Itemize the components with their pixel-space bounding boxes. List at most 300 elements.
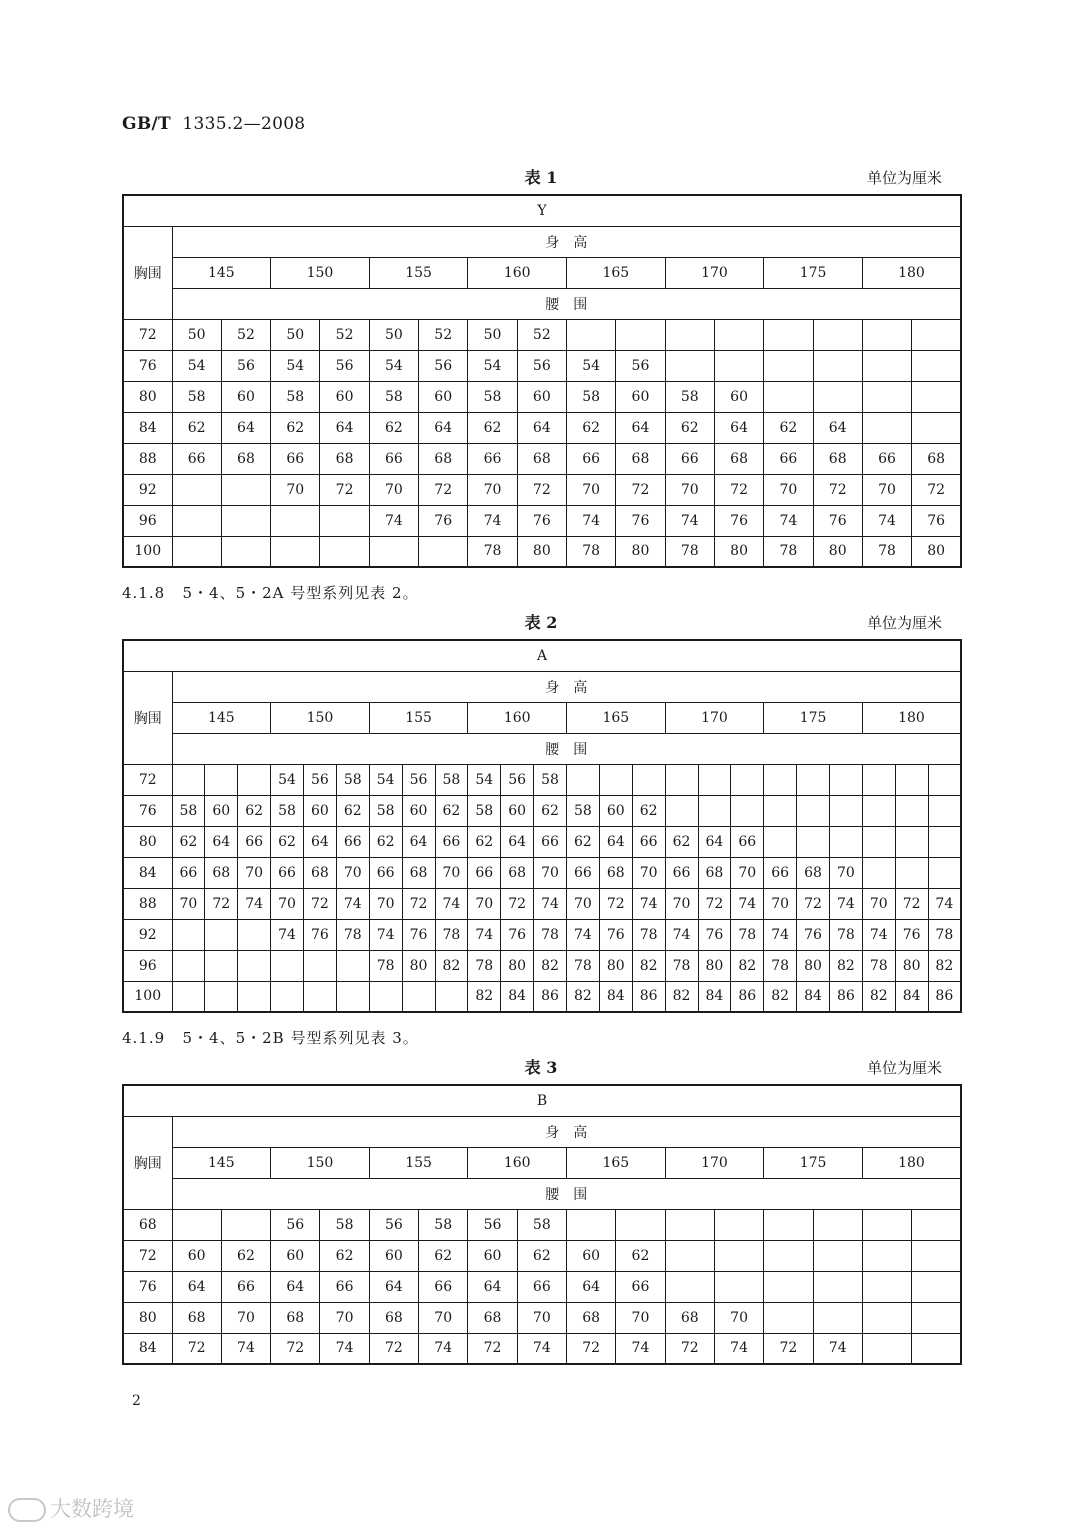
waist-value: 62: [320, 1240, 369, 1271]
waist-value: 68: [813, 443, 862, 474]
waist-value: [813, 1271, 862, 1302]
waist-value: [764, 381, 813, 412]
waist-value: [238, 764, 271, 795]
waist-value: [304, 950, 337, 981]
table-row: [123, 671, 961, 702]
chest-value: 92: [123, 919, 172, 950]
chest-value: 72: [123, 319, 172, 350]
waist-value: 60: [419, 381, 468, 412]
waist-value: 64: [271, 1271, 320, 1302]
waist-value: 58: [369, 795, 402, 826]
chest-value: 96: [123, 950, 172, 981]
waist-value: 56: [402, 764, 435, 795]
waist-value: 66: [271, 443, 320, 474]
height-label: 身 高: [172, 226, 961, 257]
waist-value: 66: [271, 857, 304, 888]
waist-value: [172, 505, 221, 536]
chest-value: 88: [123, 443, 172, 474]
waist-value: 72: [402, 888, 435, 919]
waist-value: [304, 981, 337, 1012]
waist-value: [435, 981, 468, 1012]
waist-value: 58: [320, 1209, 369, 1240]
chest-value: 96: [123, 505, 172, 536]
waist-value: 70: [567, 888, 600, 919]
waist-value: 70: [567, 474, 616, 505]
waist-value: 80: [714, 536, 763, 567]
table-row: [123, 795, 961, 826]
waist-value: 82: [567, 981, 600, 1012]
waist-value: 58: [172, 381, 221, 412]
waist-value: 62: [238, 795, 271, 826]
waist-value: 78: [862, 950, 895, 981]
waist-value: 68: [567, 1302, 616, 1333]
clause-4-1-8: [122, 582, 419, 603]
size-table-y: [122, 194, 962, 568]
waist-value: [862, 764, 895, 795]
waist-value: 84: [599, 981, 632, 1012]
waist-value: 66: [665, 443, 714, 474]
waist-value: [172, 919, 205, 950]
waist-value: [928, 826, 961, 857]
waist-value: 58: [336, 764, 369, 795]
waist-value: 78: [468, 950, 501, 981]
waist-value: 62: [567, 826, 600, 857]
waist-value: [813, 1302, 862, 1333]
waist-value: 68: [714, 443, 763, 474]
waist-value: 72: [714, 474, 763, 505]
waist-value: 56: [419, 350, 468, 381]
waist-value: [567, 764, 600, 795]
waist-value: 62: [271, 826, 304, 857]
waist-value: [205, 919, 238, 950]
waist-value: 56: [616, 350, 665, 381]
height-value: 165: [567, 1147, 666, 1178]
waist-value: 82: [862, 981, 895, 1012]
table-row: [123, 1333, 961, 1364]
waist-value: [238, 919, 271, 950]
waist-value: 74: [632, 888, 665, 919]
waist-value: 66: [369, 443, 418, 474]
waist-value: 50: [271, 319, 320, 350]
waist-value: 78: [731, 919, 764, 950]
waist-value: 52: [517, 319, 566, 350]
waist-value: [271, 981, 304, 1012]
waist-value: 84: [797, 981, 830, 1012]
waist-value: 78: [435, 919, 468, 950]
table-title: 表 3: [524, 1058, 558, 1077]
waist-value: 72: [517, 474, 566, 505]
table-row: [123, 919, 961, 950]
waist-value: [862, 795, 895, 826]
waist-value: 66: [221, 1271, 270, 1302]
waist-value: [205, 764, 238, 795]
waist-value: [830, 795, 863, 826]
table-row: [123, 1302, 961, 1333]
waist-value: 64: [567, 1271, 616, 1302]
waist-value: 66: [172, 443, 221, 474]
waist-value: 66: [468, 443, 517, 474]
waist-value: [764, 1302, 813, 1333]
waist-value: [912, 319, 961, 350]
waist-value: [830, 826, 863, 857]
waist-value: 68: [501, 857, 534, 888]
height-label: 身 高: [172, 671, 961, 702]
waist-value: 66: [517, 1271, 566, 1302]
waist-value: 60: [599, 795, 632, 826]
waist-value: 68: [402, 857, 435, 888]
waist-value: 74: [534, 888, 567, 919]
waist-value: [797, 764, 830, 795]
waist-value: 72: [271, 1333, 320, 1364]
waist-value: [221, 536, 270, 567]
chest-value: 76: [123, 350, 172, 381]
waist-value: 86: [928, 981, 961, 1012]
waist-value: 60: [221, 381, 270, 412]
waist-value: 70: [714, 1302, 763, 1333]
waist-value: 60: [567, 1240, 616, 1271]
waist-value: 82: [830, 950, 863, 981]
waist-value: 70: [419, 1302, 468, 1333]
waist-value: [764, 826, 797, 857]
waist-value: [271, 505, 320, 536]
waist-value: 70: [764, 474, 813, 505]
height-value: 150: [271, 702, 370, 733]
waist-value: [271, 950, 304, 981]
height-value: 170: [665, 702, 764, 733]
waist-value: [912, 381, 961, 412]
waist-value: [764, 1240, 813, 1271]
waist-value: [912, 350, 961, 381]
waist-value: [862, 1240, 911, 1271]
waist-value: [665, 1209, 714, 1240]
waist-value: 82: [435, 950, 468, 981]
waist-value: 72: [205, 888, 238, 919]
waist-value: 76: [698, 919, 731, 950]
height-value: 155: [369, 702, 468, 733]
waist-value: [764, 319, 813, 350]
chest-value: 76: [123, 1271, 172, 1302]
waist-value: 80: [599, 950, 632, 981]
waist-value: 62: [632, 795, 665, 826]
waist-value: 56: [369, 1209, 418, 1240]
waist-value: [336, 950, 369, 981]
waist-value: 72: [912, 474, 961, 505]
waist-value: 70: [534, 857, 567, 888]
waist-value: 66: [419, 1271, 468, 1302]
waist-value: 70: [369, 474, 418, 505]
waist-value: 62: [435, 795, 468, 826]
waist-value: [172, 764, 205, 795]
waist-value: 62: [221, 1240, 270, 1271]
waist-value: 66: [534, 826, 567, 857]
waist-value: 64: [419, 412, 468, 443]
waist-value: [369, 981, 402, 1012]
waist-value: 68: [468, 1302, 517, 1333]
waist-value: 62: [764, 412, 813, 443]
waist-value: 58: [369, 381, 418, 412]
waist-value: 68: [205, 857, 238, 888]
table-row: [123, 288, 961, 319]
waist-value: 76: [616, 505, 665, 536]
waist-value: [928, 857, 961, 888]
waist-value: 70: [731, 857, 764, 888]
chest-value: 92: [123, 474, 172, 505]
chest-value: 80: [123, 826, 172, 857]
waist-value: 72: [813, 474, 862, 505]
waist-value: 74: [764, 505, 813, 536]
waist-value: [862, 1209, 911, 1240]
waist-value: 74: [862, 919, 895, 950]
waist-value: 74: [764, 919, 797, 950]
body-type-label: B: [123, 1085, 961, 1116]
waist-value: 66: [665, 857, 698, 888]
waist-value: 78: [665, 950, 698, 981]
waist-value: 74: [616, 1333, 665, 1364]
waist-value: 74: [517, 1333, 566, 1364]
waist-value: [895, 826, 928, 857]
waist-value: 70: [468, 474, 517, 505]
waist-value: 78: [928, 919, 961, 950]
waist-value: 68: [221, 443, 270, 474]
table-2-caption: [122, 610, 960, 632]
waist-value: 60: [172, 1240, 221, 1271]
waist-value: 68: [698, 857, 731, 888]
waist-value: 80: [895, 950, 928, 981]
waist-value: 64: [468, 1271, 517, 1302]
height-value: 160: [468, 257, 567, 288]
waist-value: 64: [304, 826, 337, 857]
waist-value: 80: [501, 950, 534, 981]
waist-value: 64: [517, 412, 566, 443]
height-value: 160: [468, 702, 567, 733]
waist-value: 72: [599, 888, 632, 919]
height-value: 145: [172, 1147, 271, 1178]
waist-value: 64: [320, 412, 369, 443]
waist-value: 62: [468, 826, 501, 857]
waist-value: 58: [271, 795, 304, 826]
waist-value: 74: [419, 1333, 468, 1364]
waist-value: 58: [172, 795, 205, 826]
waist-value: 86: [534, 981, 567, 1012]
waist-value: 68: [419, 443, 468, 474]
waist-value: [764, 1271, 813, 1302]
waist-value: 56: [271, 1209, 320, 1240]
table-row: [123, 195, 961, 226]
table-row: [123, 1240, 961, 1271]
chest-value: 76: [123, 795, 172, 826]
waist-value: 74: [369, 505, 418, 536]
height-value: 150: [271, 257, 370, 288]
chest-label: 胸围: [123, 671, 172, 764]
height-value: 175: [764, 702, 863, 733]
waist-value: 66: [468, 857, 501, 888]
waist-value: 70: [632, 857, 665, 888]
waist-value: [665, 1240, 714, 1271]
height-value: 165: [567, 257, 666, 288]
waist-value: 76: [912, 505, 961, 536]
table-row: [123, 640, 961, 671]
height-value: 180: [862, 702, 961, 733]
waist-value: [813, 381, 862, 412]
unit-label: 单位为厘米: [866, 614, 942, 632]
height-value: 170: [665, 1147, 764, 1178]
chest-label: 胸围: [123, 226, 172, 319]
waist-value: 74: [336, 888, 369, 919]
waist-value: 66: [862, 443, 911, 474]
table-row: [123, 257, 961, 288]
waist-value: [172, 950, 205, 981]
waist-value: 58: [517, 1209, 566, 1240]
waist-value: 62: [468, 412, 517, 443]
page-number: 2: [132, 1393, 141, 1409]
waist-value: [567, 319, 616, 350]
waist-value: 76: [895, 919, 928, 950]
table-row: [123, 226, 961, 257]
waist-value: 76: [419, 505, 468, 536]
waist-value: 82: [468, 981, 501, 1012]
waist-value: 62: [616, 1240, 665, 1271]
height-value: 160: [468, 1147, 567, 1178]
waist-value: 66: [336, 826, 369, 857]
waist-value: 64: [698, 826, 731, 857]
waist-value: 50: [172, 319, 221, 350]
waist-value: 74: [830, 888, 863, 919]
waist-value: 74: [665, 919, 698, 950]
waist-value: 70: [369, 888, 402, 919]
waist-value: [714, 1271, 763, 1302]
waist-value: 54: [567, 350, 616, 381]
waist-value: 72: [895, 888, 928, 919]
waist-value: [714, 1240, 763, 1271]
waist-value: 74: [468, 919, 501, 950]
waist-value: [764, 1209, 813, 1240]
waist-value: 58: [665, 381, 714, 412]
waist-value: 70: [862, 474, 911, 505]
waist-value: [172, 474, 221, 505]
waist-value: 72: [567, 1333, 616, 1364]
waist-value: 76: [797, 919, 830, 950]
height-value: 175: [764, 257, 863, 288]
body-type-label: A: [123, 640, 961, 671]
waist-value: 84: [698, 981, 731, 1012]
table-row: [123, 702, 961, 733]
height-value: 180: [862, 257, 961, 288]
table-row: [123, 764, 961, 795]
waist-value: 52: [221, 319, 270, 350]
waist-value: 72: [320, 474, 369, 505]
waist-value: 70: [271, 888, 304, 919]
table-row: [123, 443, 961, 474]
waist-value: 72: [764, 1333, 813, 1364]
size-table-a: [122, 639, 962, 1013]
waist-value: [764, 764, 797, 795]
waist-value: 54: [369, 350, 418, 381]
waist-value: [764, 350, 813, 381]
waist-value: 70: [517, 1302, 566, 1333]
waist-value: 56: [468, 1209, 517, 1240]
table-row: [123, 536, 961, 567]
waist-value: 78: [369, 950, 402, 981]
table-row: [123, 1178, 961, 1209]
waist-value: 66: [764, 857, 797, 888]
waist-value: [912, 1240, 961, 1271]
waist-value: [714, 1209, 763, 1240]
waist-value: 56: [501, 764, 534, 795]
waist-value: 74: [320, 1333, 369, 1364]
waist-value: 76: [402, 919, 435, 950]
waist-value: 64: [221, 412, 270, 443]
table-row: [123, 888, 961, 919]
waist-value: 70: [468, 888, 501, 919]
waist-label: 腰 围: [172, 733, 961, 764]
waist-value: [714, 319, 763, 350]
waist-value: 80: [698, 950, 731, 981]
waist-value: 58: [468, 795, 501, 826]
height-label: 身 高: [172, 1116, 961, 1147]
waist-value: 62: [369, 412, 418, 443]
waist-value: 52: [320, 319, 369, 350]
waist-value: [567, 1209, 616, 1240]
waist-value: [616, 319, 665, 350]
waist-value: 54: [468, 350, 517, 381]
waist-value: 60: [402, 795, 435, 826]
waist-value: 74: [369, 919, 402, 950]
waist-value: 74: [862, 505, 911, 536]
waist-value: 68: [517, 443, 566, 474]
waist-value: [665, 350, 714, 381]
waist-value: [912, 1209, 961, 1240]
waist-value: 72: [419, 474, 468, 505]
waist-value: [797, 795, 830, 826]
chest-value: 100: [123, 981, 172, 1012]
waist-value: 54: [271, 350, 320, 381]
waist-value: [665, 319, 714, 350]
waist-value: 68: [665, 1302, 714, 1333]
waist-value: 74: [731, 888, 764, 919]
waist-value: 78: [830, 919, 863, 950]
waist-value: 60: [320, 381, 369, 412]
height-value: 180: [862, 1147, 961, 1178]
waist-value: 68: [797, 857, 830, 888]
waist-value: [928, 795, 961, 826]
height-value: 155: [369, 257, 468, 288]
waist-value: 64: [402, 826, 435, 857]
waist-value: 56: [221, 350, 270, 381]
waist-value: 76: [517, 505, 566, 536]
waist-value: [912, 1302, 961, 1333]
table-3-caption: [122, 1055, 960, 1077]
waist-value: 76: [501, 919, 534, 950]
waist-value: [698, 764, 731, 795]
waist-value: [862, 381, 911, 412]
waist-value: [813, 350, 862, 381]
table-row: [123, 474, 961, 505]
waist-value: [616, 1209, 665, 1240]
height-value: 175: [764, 1147, 863, 1178]
clause-4-1-9: [122, 1027, 419, 1048]
waist-value: 68: [616, 443, 665, 474]
waist-value: 80: [813, 536, 862, 567]
table-row: [123, 381, 961, 412]
waist-value: [221, 1209, 270, 1240]
table-row: [123, 1116, 961, 1147]
waist-value: [665, 795, 698, 826]
waist-value: [402, 981, 435, 1012]
waist-value: 56: [320, 350, 369, 381]
waist-value: 62: [517, 1240, 566, 1271]
waist-value: 82: [731, 950, 764, 981]
waist-value: 56: [517, 350, 566, 381]
